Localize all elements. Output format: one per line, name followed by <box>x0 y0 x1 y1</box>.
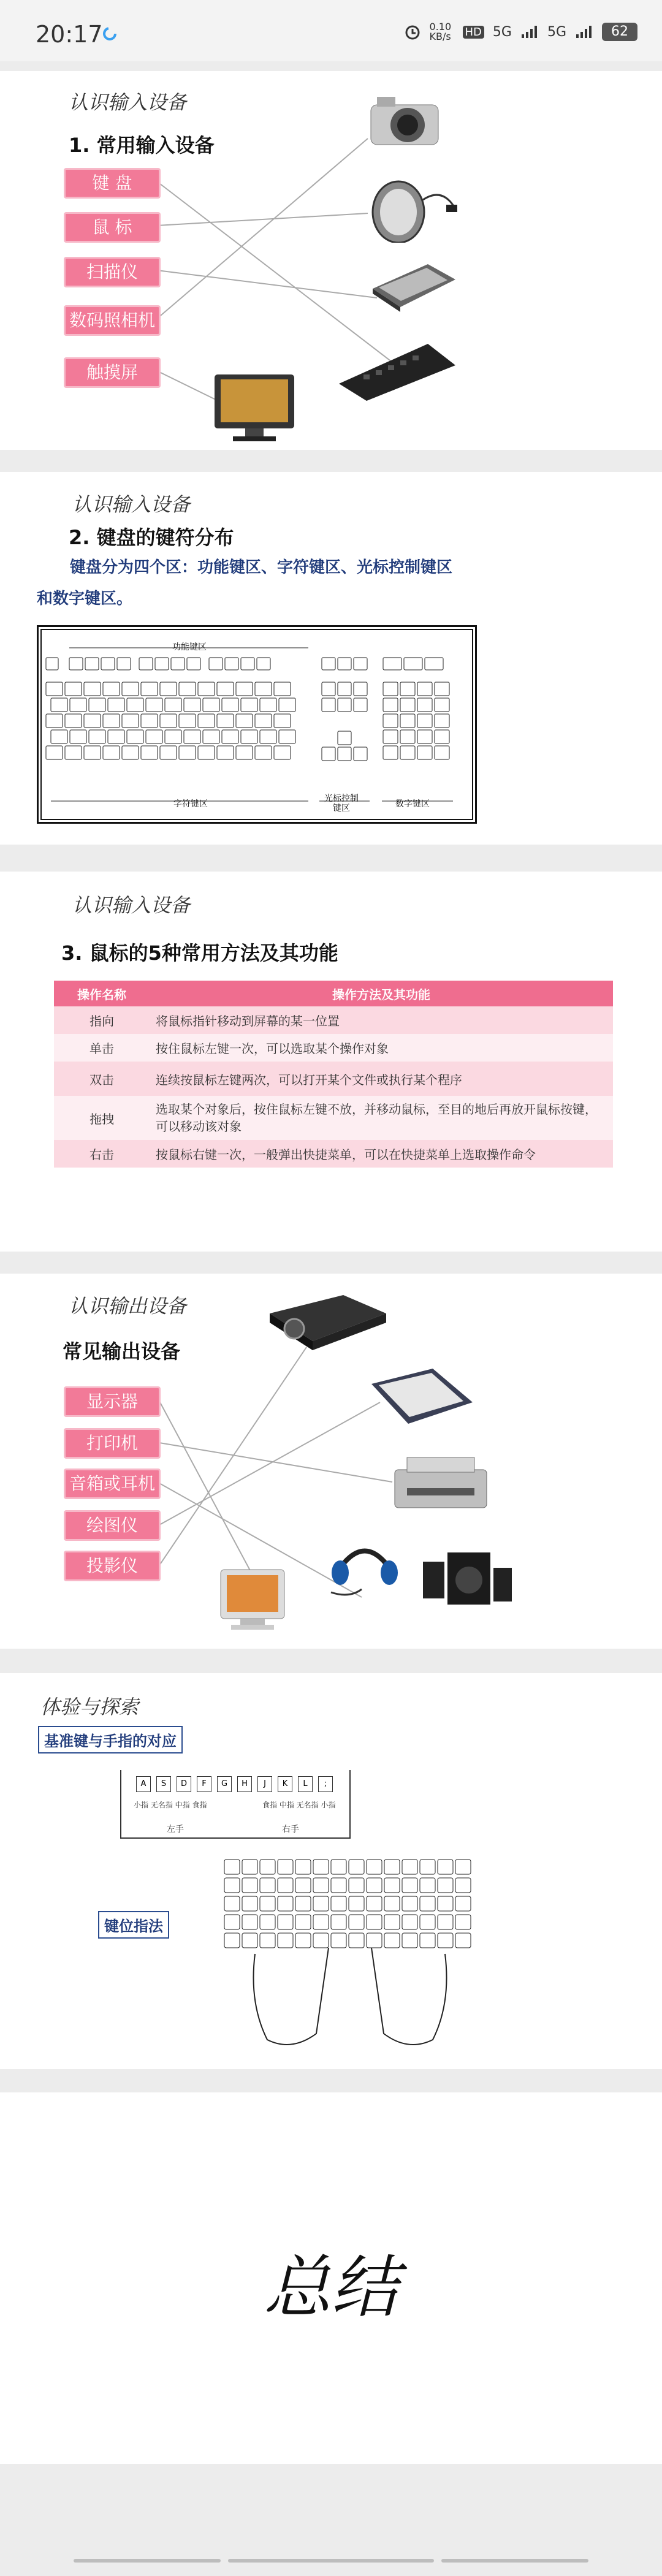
mouse-image <box>362 175 460 243</box>
operation-description: 连续按鼠标左键两次，可以打开某个文件或执行某个程序 <box>156 1072 462 1087</box>
key <box>338 682 351 696</box>
operation-description: 按住鼠标左键一次，可以选取某个操作对象 <box>156 1041 389 1056</box>
key <box>224 1915 240 1929</box>
page-indicator <box>228 2559 434 2563</box>
key <box>400 746 415 759</box>
key <box>354 747 367 761</box>
table-row <box>54 1096 613 1140</box>
keyboard-diagram-svg <box>39 627 475 822</box>
key <box>367 1933 382 1948</box>
key <box>260 1933 275 1948</box>
key <box>435 730 449 743</box>
key <box>313 1915 329 1929</box>
key <box>171 658 185 670</box>
slide-subtitle: 3. 鼠标的5种常用方法及其功能 <box>61 941 338 965</box>
operation-name: 单击 <box>89 1041 114 1056</box>
plotter-image <box>365 1366 477 1433</box>
key <box>420 1878 435 1893</box>
key <box>222 730 238 743</box>
key <box>155 658 169 670</box>
home-key: D <box>177 1776 191 1792</box>
key <box>146 698 162 712</box>
key <box>141 746 158 759</box>
key <box>242 1915 257 1929</box>
key <box>455 1933 471 1948</box>
key <box>435 746 449 759</box>
home-keys-box: 基准键与手指的对应 <box>38 1726 183 1753</box>
table-row <box>54 1062 613 1096</box>
key <box>241 658 254 670</box>
key <box>51 730 67 743</box>
key <box>46 714 63 728</box>
operation-description: 选取某个对象后，按住鼠标左键不放，并移动鼠标，至目的地后再放开鼠标按键，可以移动该对象 <box>156 1102 597 1134</box>
key <box>384 1933 400 1948</box>
function-zone-label: 功能键区 <box>172 642 207 652</box>
home-key: L <box>298 1776 313 1792</box>
key <box>279 730 295 743</box>
key <box>349 1915 364 1929</box>
key <box>313 1860 329 1874</box>
key <box>338 731 351 745</box>
key <box>242 1896 257 1911</box>
key <box>420 1896 435 1911</box>
key <box>260 730 276 743</box>
clock: 20:17 <box>36 21 103 48</box>
key <box>224 1933 240 1948</box>
key <box>383 682 398 696</box>
key <box>383 714 398 728</box>
operation-name: 拖拽 <box>89 1111 114 1127</box>
key <box>85 658 99 670</box>
key <box>331 1933 346 1948</box>
key <box>65 746 82 759</box>
key <box>295 1915 311 1929</box>
key <box>455 1915 471 1929</box>
key <box>417 714 432 728</box>
slide-output-devices[interactable] <box>0 1274 662 1649</box>
fingering-box: 键位指法 <box>98 1911 169 1939</box>
numeric-zone-label: 数字键区 <box>395 799 430 809</box>
key <box>222 698 238 712</box>
key <box>313 1896 329 1911</box>
key <box>242 1878 257 1893</box>
slide-subtitle: 2. 键盘的键符分布 <box>69 526 234 549</box>
touchscreen-button[interactable]: 触摸屏 <box>64 357 161 388</box>
key <box>384 1915 400 1929</box>
key <box>400 730 415 743</box>
hd-badge: HD <box>463 26 484 39</box>
scanner-image <box>367 258 458 313</box>
key <box>367 1860 382 1874</box>
key <box>198 682 215 696</box>
key <box>354 698 367 712</box>
slide-input-devices[interactable] <box>0 71 662 450</box>
key <box>224 1896 240 1911</box>
page-indicator <box>74 2559 221 2563</box>
operation-description: 按鼠标右键一次，一般弹出快捷菜单，可以在快捷菜单上选取操作命令 <box>156 1147 536 1162</box>
key <box>420 1915 435 1929</box>
signal-icon <box>520 25 539 39</box>
key <box>184 698 200 712</box>
key <box>435 714 449 728</box>
key <box>383 730 398 743</box>
key <box>367 1878 382 1893</box>
key <box>417 746 432 759</box>
keyboard-image <box>336 341 458 402</box>
key <box>146 730 162 743</box>
key <box>141 682 158 696</box>
key <box>354 682 367 696</box>
keyboard-button[interactable]: 键 盘 <box>64 168 161 199</box>
key <box>425 658 443 670</box>
key <box>438 1915 453 1929</box>
loading-icon <box>102 26 118 42</box>
key <box>46 682 63 696</box>
battery-icon: 62 <box>602 23 637 41</box>
key <box>349 1878 364 1893</box>
key <box>179 746 196 759</box>
key <box>367 1915 382 1929</box>
key <box>435 682 449 696</box>
key <box>198 714 215 728</box>
key <box>278 1860 293 1874</box>
summary-title: 总结 <box>264 2248 398 2327</box>
key <box>417 730 432 743</box>
key <box>101 658 115 670</box>
key <box>84 714 101 728</box>
projector-image <box>264 1286 392 1353</box>
key <box>274 714 291 728</box>
slide-summary[interactable] <box>0 2092 662 2464</box>
projector-button[interactable]: 投影仪 <box>64 1551 161 1581</box>
sim2-signal: 5G <box>547 24 566 40</box>
slide-title: 体验与探索 <box>40 1695 139 1719</box>
key <box>84 746 101 759</box>
slide-title: 认识输入设备 <box>72 493 191 516</box>
key <box>122 746 139 759</box>
key <box>331 1860 346 1874</box>
key <box>402 1915 417 1929</box>
key <box>209 658 223 670</box>
right-hand-label: 右手 <box>282 1825 299 1834</box>
key <box>313 1878 329 1893</box>
key <box>46 658 58 670</box>
key <box>438 1896 453 1911</box>
key <box>354 658 367 670</box>
home-keys-row <box>136 1776 333 1792</box>
key <box>349 1896 364 1911</box>
key <box>117 658 131 670</box>
key <box>455 1878 471 1893</box>
slide-mouse-operations[interactable] <box>0 872 662 1252</box>
key <box>160 714 177 728</box>
key <box>184 730 200 743</box>
operation-description: 将鼠标指针移动到屏幕的某一位置 <box>156 1014 340 1028</box>
key <box>322 698 335 712</box>
key <box>236 746 253 759</box>
key <box>278 1915 293 1929</box>
key <box>438 1878 453 1893</box>
key <box>242 1860 257 1874</box>
home-key: K <box>278 1776 292 1792</box>
key <box>70 698 86 712</box>
key <box>400 714 415 728</box>
home-key: H <box>237 1776 252 1792</box>
operation-name: 双击 <box>89 1072 114 1087</box>
printer-image <box>389 1451 493 1519</box>
key <box>217 682 234 696</box>
key <box>160 682 177 696</box>
right-fingers: 食指 中指 无名指 小指 <box>262 1801 336 1809</box>
key <box>295 1878 311 1893</box>
key <box>274 682 291 696</box>
key <box>255 714 272 728</box>
key <box>331 1878 346 1893</box>
key <box>338 658 351 670</box>
key <box>260 1878 275 1893</box>
right-hand <box>371 1948 447 2045</box>
key <box>160 746 177 759</box>
key <box>84 682 101 696</box>
key <box>338 747 351 761</box>
key <box>331 1915 346 1929</box>
keyboard-description-2: 和数字键区。 <box>37 590 133 608</box>
home-keys-diagram <box>120 1770 351 1839</box>
home-key: G <box>217 1776 232 1792</box>
home-key: S <box>156 1776 171 1792</box>
key <box>279 698 295 712</box>
key <box>179 682 196 696</box>
key <box>51 698 67 712</box>
key <box>322 682 335 696</box>
key <box>322 658 335 670</box>
key <box>338 698 351 712</box>
key <box>417 682 432 696</box>
key <box>241 730 257 743</box>
slide-subtitle: 1. 常用输入设备 <box>69 134 215 157</box>
keyboard-diagram <box>37 625 477 824</box>
key <box>217 714 234 728</box>
key <box>224 1878 240 1893</box>
speaker-headphone-button[interactable]: 音箱或耳机 <box>64 1468 161 1499</box>
scanner-button[interactable]: 扫描仪 <box>64 257 161 287</box>
key <box>260 1860 275 1874</box>
table-row <box>54 1006 613 1034</box>
slide-keyboard-layout[interactable] <box>0 472 662 845</box>
key <box>331 1896 346 1911</box>
operation-name: 右击 <box>89 1147 114 1162</box>
plotter-button[interactable]: 绘图仪 <box>64 1510 161 1541</box>
key <box>179 714 196 728</box>
printer-button[interactable]: 打印机 <box>64 1428 161 1459</box>
key <box>122 682 139 696</box>
key <box>127 730 143 743</box>
keyboard-description: 键盘分为四个区：功能键区、字符键区、光标控制键区 <box>70 558 453 577</box>
slide-title: 认识输出设备 <box>69 1294 187 1318</box>
key <box>103 714 120 728</box>
signal-icon <box>575 25 593 39</box>
key <box>402 1878 417 1893</box>
table-header-method: 操作方法及其功能 <box>150 981 613 1006</box>
home-key: J <box>257 1776 272 1792</box>
key <box>70 730 86 743</box>
key <box>438 1933 453 1948</box>
key <box>46 746 63 759</box>
alarm-icon <box>404 23 421 40</box>
table-header-name: 操作名称 <box>54 981 150 1006</box>
speakers-image <box>417 1543 515 1617</box>
monitor-button[interactable]: 显示器 <box>64 1386 161 1417</box>
key <box>165 730 181 743</box>
key <box>236 682 253 696</box>
key <box>103 746 120 759</box>
key <box>260 1915 275 1929</box>
key <box>260 698 276 712</box>
key <box>65 682 82 696</box>
key <box>402 1896 417 1911</box>
key <box>383 746 398 759</box>
home-key: F <box>197 1776 211 1792</box>
key <box>89 698 105 712</box>
key <box>141 714 158 728</box>
key <box>255 682 272 696</box>
key <box>165 698 181 712</box>
key <box>400 698 415 712</box>
key <box>295 1896 311 1911</box>
cursor-zone-label: 光标控制键区 <box>324 794 359 813</box>
key <box>224 1860 240 1874</box>
key <box>295 1860 311 1874</box>
key <box>225 658 238 670</box>
left-fingers: 小指 无名指 中指 食指 <box>134 1801 207 1809</box>
key <box>384 1896 400 1911</box>
key <box>383 658 401 670</box>
slide-title: 认识输入设备 <box>69 91 187 114</box>
key <box>242 1933 257 1948</box>
key <box>313 1933 329 1948</box>
key <box>438 1860 453 1874</box>
key <box>274 746 291 759</box>
key <box>402 1860 417 1874</box>
key <box>417 698 432 712</box>
key <box>455 1860 471 1874</box>
net-speed: 0.10 KB/s <box>429 21 452 42</box>
home-key: A <box>136 1776 151 1792</box>
mouse-operations-table <box>54 981 613 1168</box>
page-indicator <box>441 2559 588 2563</box>
digital-camera-button[interactable]: 数码照相机 <box>64 305 161 336</box>
key <box>384 1860 400 1874</box>
key <box>278 1933 293 1948</box>
key <box>257 658 270 670</box>
left-hand <box>254 1948 329 2045</box>
key <box>322 747 335 761</box>
key <box>260 1896 275 1911</box>
operation-name: 指向 <box>89 1014 114 1028</box>
key <box>217 746 234 759</box>
key <box>420 1933 435 1948</box>
slide-title: 认识输入设备 <box>72 894 191 917</box>
key <box>349 1860 364 1874</box>
key <box>139 658 153 670</box>
character-zone-label: 字符键区 <box>173 799 208 809</box>
camera-image <box>368 89 441 151</box>
headphones-image <box>325 1531 405 1605</box>
left-hand-label: 左手 <box>167 1825 184 1834</box>
key <box>255 746 272 759</box>
key <box>69 658 83 670</box>
key <box>203 698 219 712</box>
table-row <box>54 1034 613 1062</box>
key <box>103 682 120 696</box>
key <box>108 730 124 743</box>
key <box>203 730 219 743</box>
home-key: ; <box>318 1776 333 1792</box>
key <box>278 1878 293 1893</box>
key <box>127 698 143 712</box>
key <box>435 698 449 712</box>
keyboard-hands-diagram <box>218 1856 482 2052</box>
key <box>198 746 215 759</box>
key <box>400 682 415 696</box>
table-row <box>54 1140 613 1168</box>
key <box>187 658 200 670</box>
key <box>455 1896 471 1911</box>
mouse-button[interactable]: 鼠 标 <box>64 212 161 243</box>
key <box>349 1933 364 1948</box>
key <box>89 730 105 743</box>
key <box>65 714 82 728</box>
touchscreen-image <box>208 371 300 444</box>
slide-subtitle: 常见输出设备 <box>63 1340 181 1363</box>
key <box>383 698 398 712</box>
key <box>108 698 124 712</box>
key <box>236 714 253 728</box>
status-bar <box>0 0 662 61</box>
slide-explore[interactable] <box>0 1673 662 2069</box>
key <box>241 698 257 712</box>
key <box>402 1933 417 1948</box>
key <box>122 714 139 728</box>
monitor-image <box>216 1567 289 1634</box>
sim1-signal: 5G <box>492 24 512 40</box>
key <box>278 1896 293 1911</box>
key <box>384 1878 400 1893</box>
key <box>367 1896 382 1911</box>
key <box>295 1933 311 1948</box>
key <box>420 1860 435 1874</box>
key <box>404 658 422 670</box>
